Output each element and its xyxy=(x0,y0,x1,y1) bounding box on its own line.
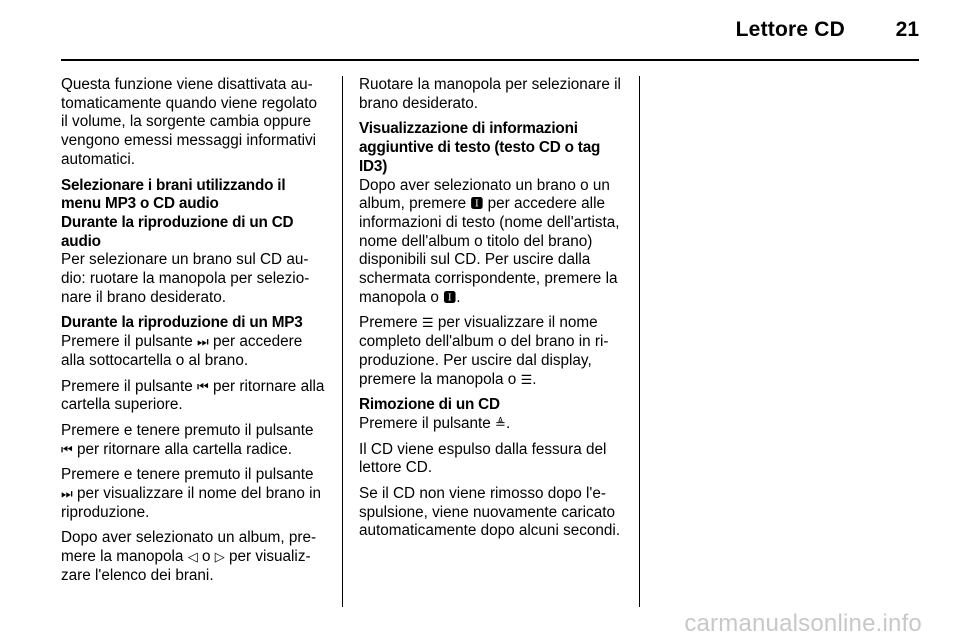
paragraph: Dopo aver selezionato un album, premere la manopola ◁ o ▷ per visualizzare l'elenco dei brani. xyxy=(61,529,317,584)
left-arrow-icon: ◁ xyxy=(187,549,198,565)
text-icon: ☰ xyxy=(421,315,434,331)
section-heading: Selezionare i brani utilizzando il menu MP3 o CD audio xyxy=(61,176,286,213)
next-track-icon: ⏭ xyxy=(197,334,209,350)
previous-track-icon: ⏮ xyxy=(197,378,209,394)
page-title: Lettore CD xyxy=(735,18,845,41)
text-column-left xyxy=(61,76,327,593)
page-number: 21 xyxy=(895,18,919,41)
info-icon: 🅸 xyxy=(470,196,484,212)
paragraph: Premere il pulsante ⏮ per ritornare alla cartella superiore. xyxy=(61,377,325,414)
text-column-middle xyxy=(359,76,625,548)
right-arrow-icon: ▷ xyxy=(214,549,225,565)
previous-track-icon: ⏮ xyxy=(61,441,73,457)
paragraph: Il CD viene espulso dalla fessura del lettore CD. xyxy=(359,440,607,477)
paragraph: Questa funzione viene disattivata automaticamente quando viene regolato il volume, la sorgente cambia oppure vengono emessi messaggi informativi automatici. xyxy=(61,76,317,168)
section-heading: Rimozione di un CD xyxy=(359,396,500,414)
watermark: carmanualsonline.info xyxy=(684,610,922,637)
column-divider-left xyxy=(342,76,343,607)
paragraph: Per selezionare un brano sul CD audio: ruotare la manopola per selezionare il brano desiderato. xyxy=(61,251,310,306)
text-icon: ☰ xyxy=(520,371,533,387)
paragraph: Ruotare la manopola per selezionare il brano desiderato. xyxy=(359,76,621,112)
paragraph: Premere e tenere premuto il pulsante ⏮ per ritornare alla cartella radice. xyxy=(61,421,314,458)
info-icon: 🅸 xyxy=(443,289,457,305)
paragraph: Premere e tenere premuto il pulsante ⏭ per visualizzare il nome del brano in riproduzione. xyxy=(61,466,321,521)
subsection-heading: Durante la riproduzione di un MP3 xyxy=(61,314,303,332)
paragraph: Dopo aver selezionato un brano o un album, premere 🅸 per accedere alle informazioni di testo (nome dell'artista, nome dell'album o titolo del brano) disponibili sul CD. Per uscire dalla schermata corrispondente, premere la manopola o 🅸. xyxy=(359,176,620,306)
paragraph: Premere il pulsante ⏭ per accedere alla sottocartella o al brano. xyxy=(61,333,303,369)
paragraph: Se il CD non viene rimosso dopo l'espulsione, viene nuovamente caricato automaticamente dopo alcuni secondi. xyxy=(359,485,621,540)
column-divider-right xyxy=(639,76,640,607)
subsection-heading: Durante la riproduzione di un CD audio xyxy=(61,213,294,250)
paragraph: Premere ☰ per visualizzare il nome completo dell'album o del brano in riproduzione. Per uscire dal display, premere la manopola o ☰. xyxy=(359,314,609,388)
header-divider xyxy=(61,59,919,61)
paragraph: Premere il pulsante ≜. xyxy=(359,414,511,432)
eject-icon: ≜ xyxy=(495,415,506,431)
next-track-icon: ⏭ xyxy=(61,486,73,502)
section-heading: Visualizzazione di informazioni aggiuntive di testo (testo CD o tag ID3) xyxy=(359,120,601,175)
